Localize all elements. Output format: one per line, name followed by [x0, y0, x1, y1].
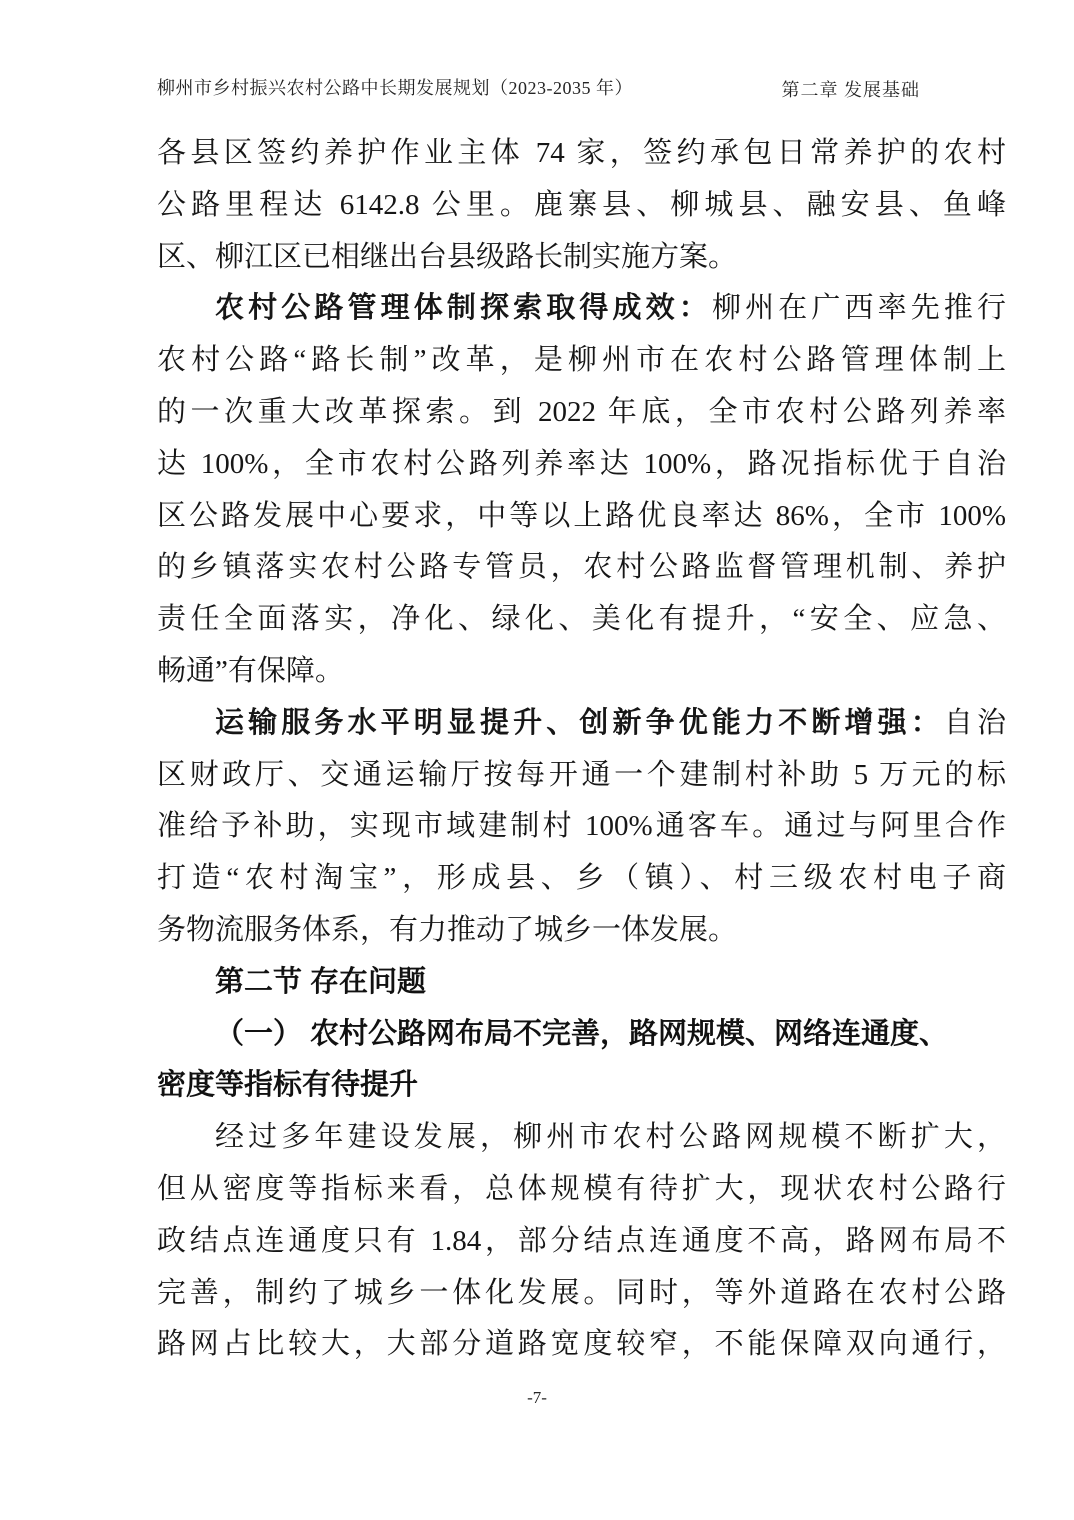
- text-segment: 经过多年建设发展，柳州市农村公路网规模不断扩大，: [215, 1121, 1006, 1154]
- heading-line: [157, 1060, 1006, 1112]
- text-line: [157, 1164, 1006, 1216]
- text-segment: 路网占比较大，大部分道路宽度较窄，不能保障双向通行，: [157, 1328, 1006, 1361]
- bold-text-segment: 密度等指标有待提升: [157, 1069, 419, 1102]
- text-line: [157, 180, 1006, 232]
- text-line: [157, 1268, 1006, 1320]
- text-line: [157, 801, 1006, 853]
- text-line: [157, 283, 1006, 335]
- text-segment: 柳州在广西率先推行: [711, 292, 1006, 325]
- bold-text-segment: （一） 农村公路网布局不完善，路网规模、网络连通度、: [215, 1017, 949, 1050]
- text-segment: 畅通”有保障。: [157, 654, 344, 687]
- text-segment: 区财政厅、交通运输厅按每开通一个建制村补助 5 万元的标: [157, 758, 1006, 791]
- bold-text-segment: 运输服务水平明显提升、创新争优能力不断增强：: [215, 706, 944, 739]
- text-segment: 但从密度等指标来看，总体规模有待扩大，现状农村公路行: [157, 1172, 1006, 1205]
- text-segment: 政结点连通度只有 1.84，部分结点连通度不高，路网布局不: [157, 1224, 1006, 1257]
- text-line: [157, 594, 1006, 646]
- page-number: -7-: [527, 1388, 547, 1407]
- bold-text-segment: 农村公路管理体制探索取得成效：: [215, 292, 712, 325]
- text-line: [157, 698, 1006, 750]
- text-line: [157, 387, 1006, 439]
- text-line: [157, 646, 1006, 698]
- text-line: [157, 439, 1006, 491]
- text-line: [157, 1216, 1006, 1268]
- text-segment: 各县区签约养护作业主体 74 家，签约承包日常养护的农村: [157, 137, 1006, 169]
- text-line: [157, 750, 1006, 802]
- text-line: [157, 128, 1006, 180]
- text-line: [157, 335, 1006, 387]
- text-segment: 责任全面落实，净化、绿化、美化有提升，“安全、应急、: [157, 603, 1006, 636]
- text-line: [157, 853, 1006, 905]
- header-doc-title: 柳州市乡村振兴农村公路中长期发展规划（2023-2035 年）: [157, 78, 633, 98]
- text-segment: 公路里程达 6142.8 公里。鹿寨县、柳城县、融安县、鱼峰: [157, 188, 1006, 221]
- text-segment: 区公路发展中心要求，中等以上路优良率达 86%，全市 100%: [157, 499, 1006, 532]
- text-segment: 自治: [943, 706, 1006, 739]
- text-line: [157, 491, 1006, 543]
- text-line: [157, 1319, 1006, 1371]
- header-chapter-title: 第二章 发展基础: [781, 80, 920, 100]
- text-segment: 完善，制约了城乡一体化发展。同时，等外道路在农村公路: [157, 1276, 1006, 1309]
- text-line: [157, 1112, 1006, 1164]
- text-segment: 的乡镇落实农村公路专管员，农村公路监督管理机制、养护: [157, 551, 1006, 584]
- document-body: [157, 128, 1006, 1371]
- text-segment: 打造“农村淘宝”，形成县、乡（镇）、村三级农村电子商: [157, 862, 1006, 895]
- text-segment: 达 100%，全市农村公路列养率达 100%，路况指标优于自治: [157, 447, 1006, 480]
- text-segment: 的一次重大改革探索。到 2022 年底，全市农村公路列养率: [157, 395, 1006, 428]
- text-segment: 区、柳江区已相继出台县级路长制实施方案。: [157, 240, 738, 273]
- text-segment: 农村公路“路长制”改革，是柳州市在农村公路管理体制上: [157, 344, 1006, 377]
- text-segment: 务物流服务体系，有力推动了城乡一体发展。: [157, 913, 738, 946]
- heading-line: [157, 957, 1006, 1009]
- text-line: [157, 542, 1006, 594]
- text-line: [157, 232, 1006, 284]
- text-segment: 准给予补助，实现市域建制村 100%通客车。通过与阿里合作: [157, 810, 1006, 843]
- bold-text-segment: 第二节 存在问题: [215, 965, 427, 998]
- text-line: [157, 905, 1006, 957]
- heading-line: [157, 1009, 1006, 1061]
